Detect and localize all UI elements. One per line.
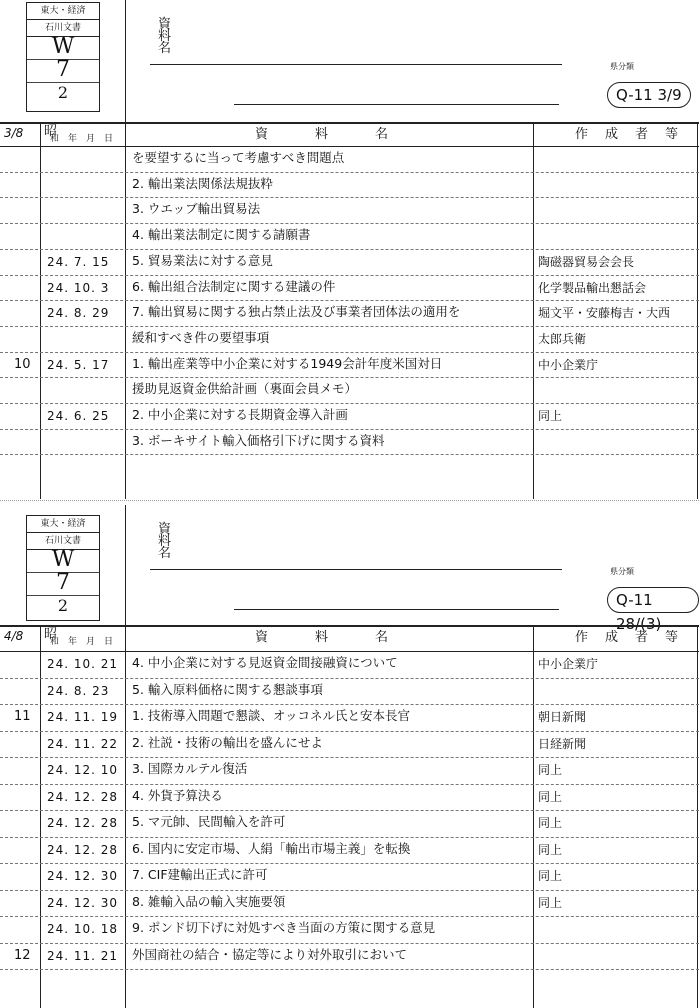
classification-label: 県分類 [610,62,634,71]
material-label: 料 [158,29,172,44]
row-author: 中小企業庁 [538,357,599,372]
row-date: 24. 12. 28 [47,842,119,857]
row-author: 同上 [538,816,563,830]
row-material-name: 3. ボーキサイト輸入価格引下げに関する資料 [132,432,385,448]
stamp-mark: 7 [27,573,99,596]
col-line-date [125,625,126,1008]
row-line [0,916,699,917]
page-mark: 4/8 [4,629,24,643]
row-material-name: 4. 中小企業に対する見返資金間接融資について [132,655,398,670]
row-author: 堀文平・安藤梅吉・大西 [538,306,671,321]
row-date: 24. 12. 30 [47,895,119,910]
row-author: 陶磁器貿易会会長 [538,254,635,269]
reference-code: Q-11 28/(3) [607,587,699,613]
material-label: 名 [158,546,172,561]
title-line [150,64,562,65]
col-author-header: 作 成 者 等 [575,630,681,645]
col-line-number [40,625,41,1008]
row-author: 同上 [538,763,563,777]
row-date: 24. 12. 10 [47,763,119,777]
row-number: 12 [14,947,31,963]
row-material-name: 9. ポンド切下げに対処すべき当面の方策に関する意見 [132,920,436,935]
row-date: 24. 10. 18 [47,922,119,936]
row-line [0,704,699,705]
row-author: 化学製品輸出懇話会 [538,280,647,295]
table-header-bottom [0,651,699,652]
row-material-name: 3. 国際カルテル復活 [132,761,248,776]
col-line-author [533,122,534,499]
row-date: 24. 11. 19 [47,710,119,724]
archive-stamp [26,515,100,621]
stamp-institution: 東大・経済 [27,3,99,20]
reference-code: Q-11 3/9 [607,82,691,108]
row-material-name: 2. 中小企業に対する長期資金導入計画 [132,407,348,422]
row-date: 24. 12. 28 [47,816,119,830]
row-material-name: 外国商社の結合・協定等により対外取引において [132,946,408,962]
row-line [0,172,699,173]
col-name-header: 資 料 名 [255,127,391,142]
col-line-author [533,625,534,1008]
row-material-name: 5. マ元帥、民間輸入を許可 [132,814,286,829]
row-author: 朝日新聞 [538,710,587,724]
row-material-name: 5. 貿易業法に対する意見 [132,252,273,268]
row-date: 24. 10. 3 [47,280,110,295]
col-line-number [40,122,41,499]
col-date-header: 和 年 月 日 [50,637,114,647]
col-author-header: 作 成 者 等 [575,127,681,142]
row-material-name: を要望するに当って考慮すべき問題点 [132,150,345,165]
row-line [0,757,699,758]
row-material-name: 5. 輸入原料価格に関する懇談事項 [132,681,323,697]
row-line [0,300,699,301]
row-material-name: 2. 社説・技術の輸出を盛んにせよ [132,734,323,750]
stamp-mark: 7 [27,60,99,83]
row-author: 同上 [538,842,563,857]
row-date: 24. 10. 21 [47,657,119,671]
row-line [0,275,699,276]
row-line [0,863,699,864]
row-date: 24. 8. 23 [47,683,110,698]
row-material-name: 7. CIF建輸出正式に許可 [132,867,268,882]
sheet-separator [0,500,699,501]
title-line [234,609,559,610]
row-material-name: 緩和すべき件の要望事項 [132,329,270,345]
row-line [0,352,699,353]
row-material-name: 7. 輸出貿易に関する独占禁止法及び事業者団体法の適用を [132,304,461,320]
stamp-mark: 2 [57,596,69,615]
row-date: 24. 7. 15 [47,254,110,269]
col-line-date [125,122,126,499]
stamp-mark: W [27,550,99,573]
row-material-name: 6. 輸出組合法制定に関する建議の件 [132,278,336,294]
row-line [0,249,699,250]
col-era: 昭 [44,124,58,139]
stamp-institution: 東大・経済 [27,516,99,533]
row-material-name: 1. 輸出産業等中小企業に対する1949会計年度米国対日 [132,355,443,371]
row-line [0,731,699,732]
row-date: 24. 6. 25 [47,409,110,423]
page-mark: 3/8 [4,126,24,140]
col-era: 昭 [44,627,58,642]
stamp-mark: W [27,37,99,60]
row-author: 同上 [538,789,563,804]
stamp-mark: 2 [57,83,69,102]
row-line [0,377,699,378]
archive-stamp [26,2,100,112]
row-date: 24. 12. 30 [47,869,119,883]
row-line [0,454,699,455]
row-date: 24. 11. 22 [47,736,119,751]
header-divider [125,505,126,625]
row-author: 同上 [538,409,563,423]
material-label: 資 [158,17,172,32]
row-author: 中小企業庁 [538,657,599,671]
row-author: 太郎兵衛 [538,331,587,346]
row-date: 24. 12. 28 [47,789,119,804]
row-line [0,403,699,404]
title-line [150,569,562,570]
classification-label: 県分類 [610,567,634,576]
row-material-name: 4. 外貨予算決る [132,787,223,803]
row-material-name: 4. 輸出業法制定に関する請願書 [132,227,311,243]
row-line [0,223,699,224]
row-line [0,943,699,944]
stamp-collection: 石川文書 [27,20,99,37]
row-line [0,678,699,679]
material-label: 名 [158,41,172,56]
row-line [0,197,699,198]
row-number: 10 [14,356,31,372]
row-line [0,837,699,838]
row-author: 同上 [538,895,563,910]
title-line [234,104,559,105]
col-line-right [697,122,698,499]
col-line-right [697,625,698,1008]
stamp-collection: 石川文書 [27,533,99,550]
table-top-line [0,625,699,627]
row-material-name: 援助見返資金供給計画（裏面会員メモ） [132,381,358,397]
table-top-line [0,122,699,124]
row-material-name: 2. 輸出業法関係法規抜粋 [132,175,273,191]
row-number: 11 [14,709,31,724]
row-line [0,810,699,811]
row-date: 24. 8. 29 [47,306,110,321]
row-material-name: 8. 雑輸入品の輸入実施要領 [132,893,286,909]
row-line [0,326,699,327]
row-line [0,784,699,785]
row-material-name: 1. 技術導入問題で懇談、オッコネル氏と安本長官 [132,708,411,723]
col-name-header: 資 料 名 [255,630,391,645]
row-date: 24. 5. 17 [47,357,110,372]
row-line [0,429,699,430]
col-date-header: 和 年 月 日 [50,134,114,144]
row-material-name: 6. 国内に安定市場、人絹「輸出市場主義」を転換 [132,840,411,856]
header-divider [125,0,126,122]
row-author: 日経新聞 [538,736,587,751]
material-label: 資 [158,522,172,537]
row-date: 24. 11. 21 [47,948,119,963]
material-label: 料 [158,534,172,549]
row-author: 同上 [538,869,563,883]
row-line [0,890,699,891]
row-line [0,969,699,970]
row-material-name: 3. ウエッブ輸出貿易法 [132,201,261,217]
